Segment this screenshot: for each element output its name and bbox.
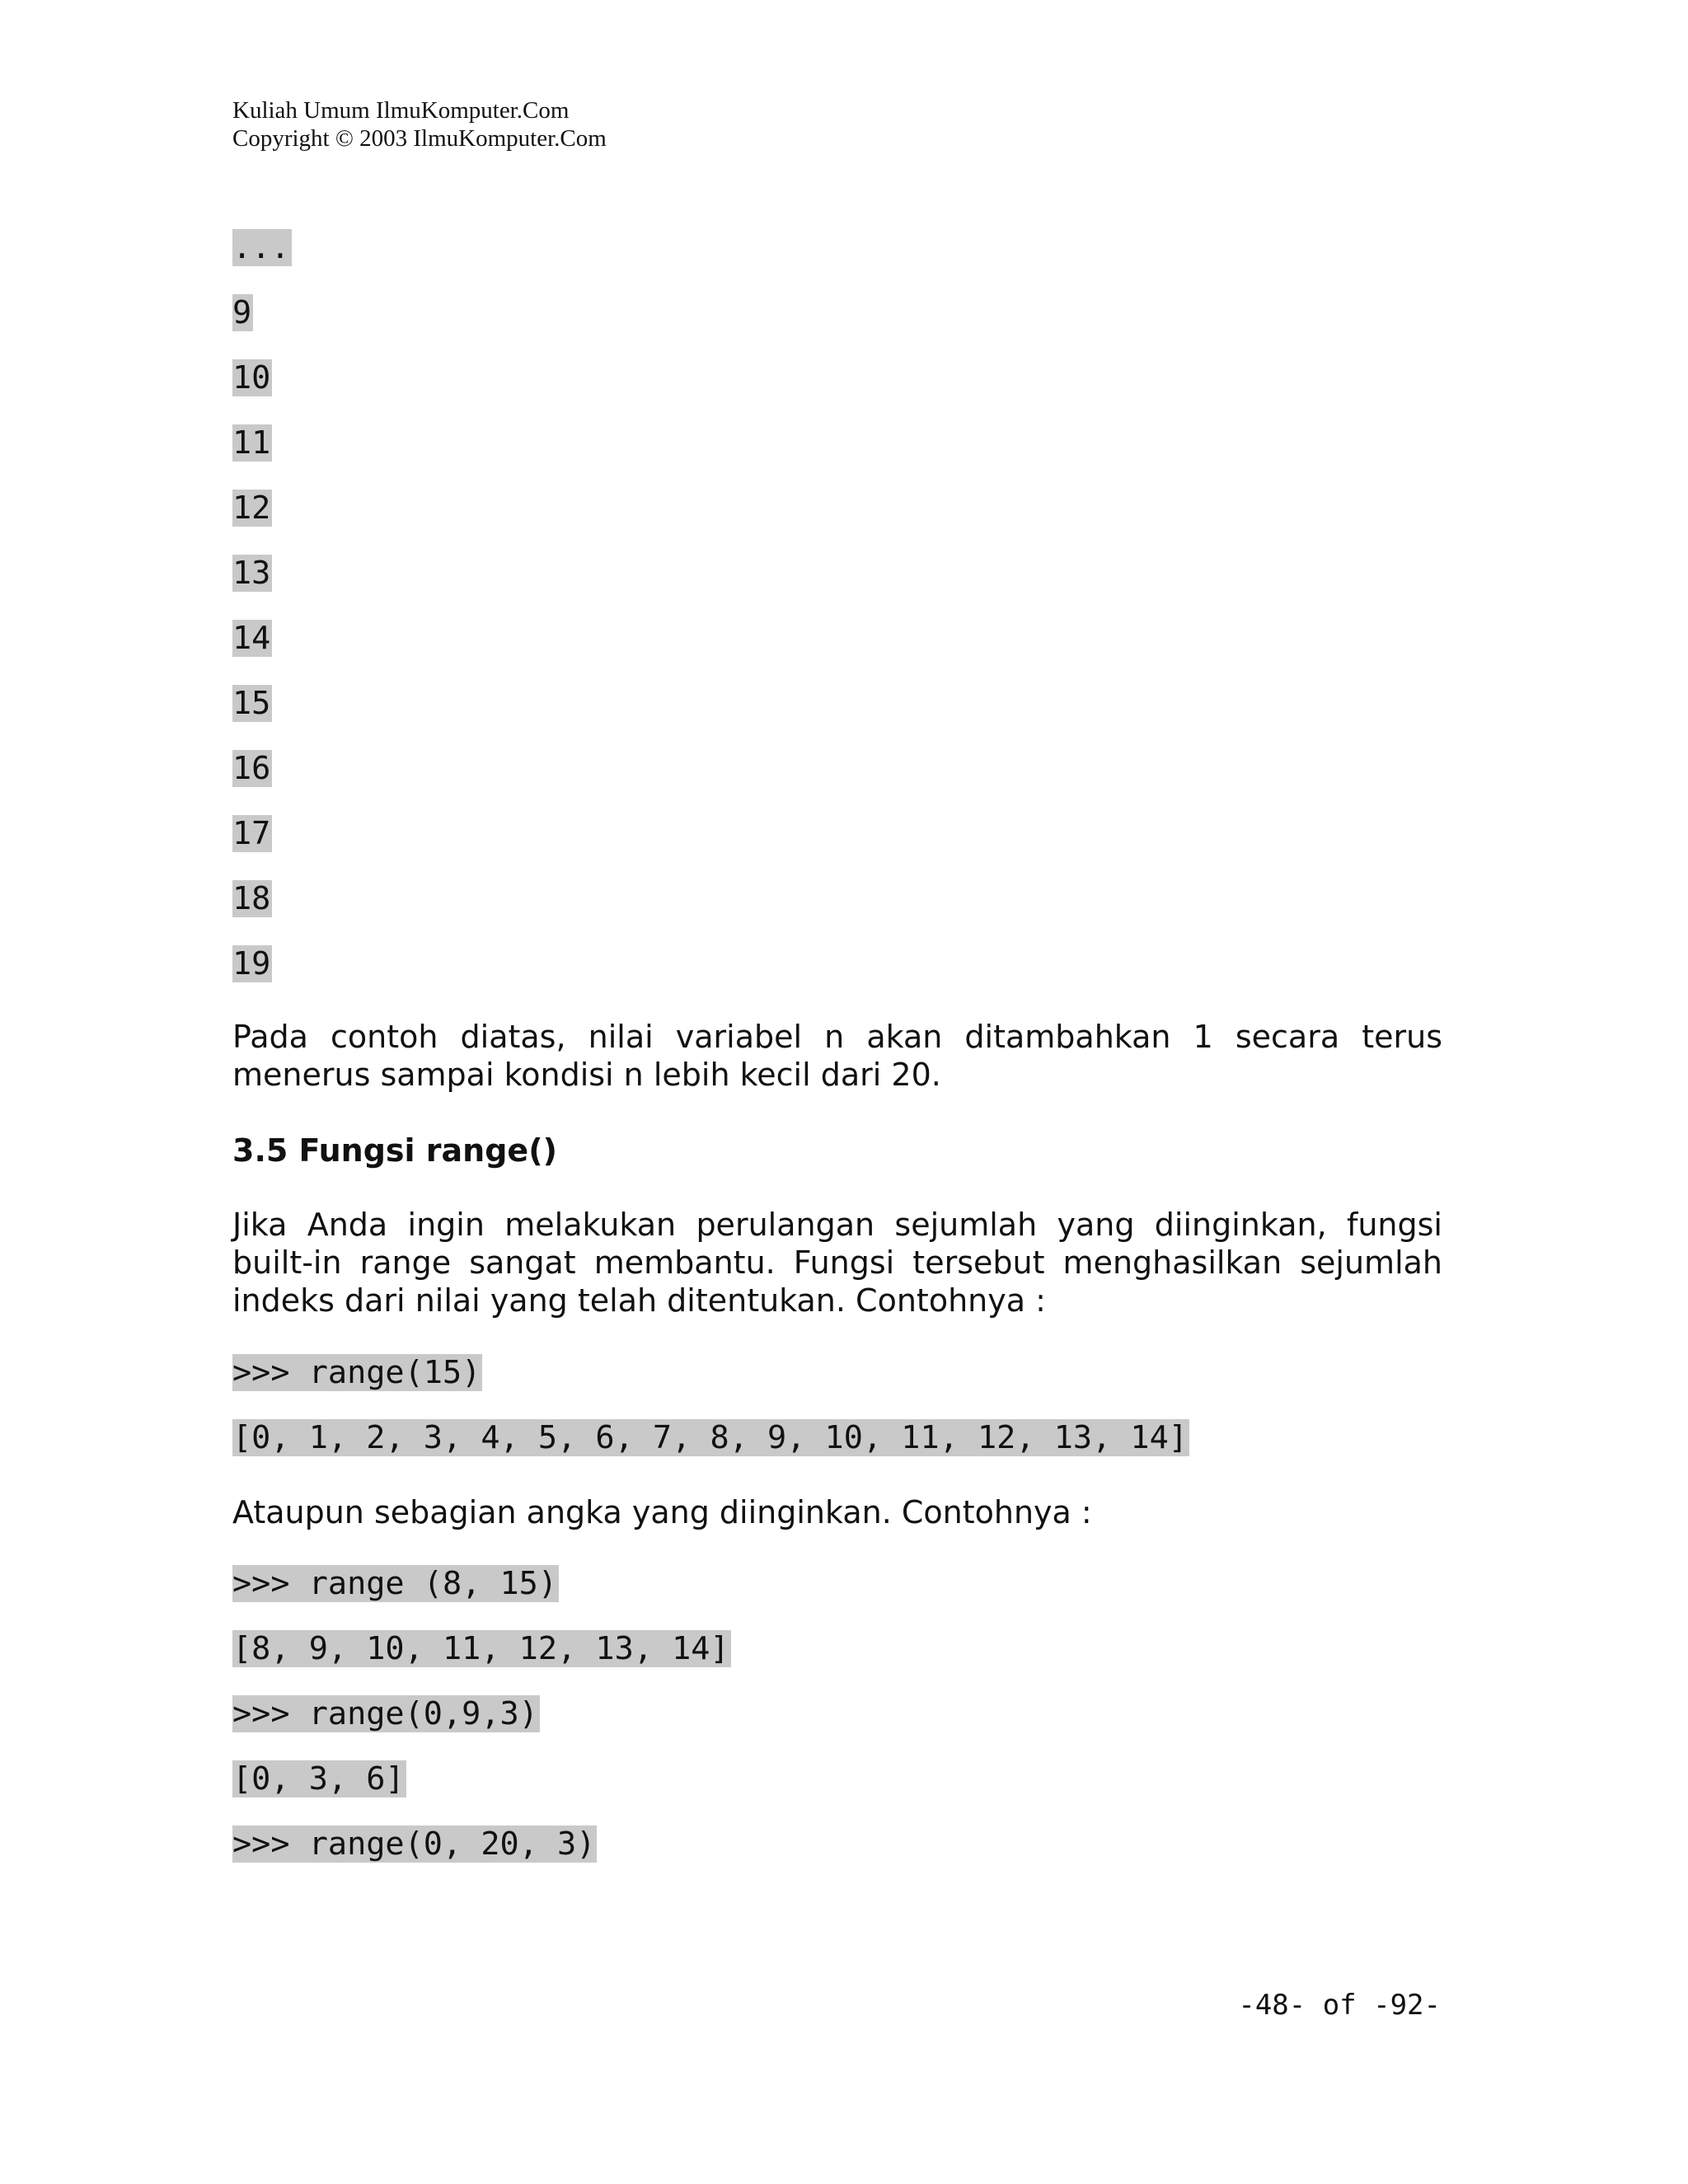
code-output-line: [232, 424, 272, 461]
page-number: -48- of -92-: [1238, 1989, 1441, 2022]
code-output-line: [232, 815, 272, 851]
code-output-text: [8, 9, 10, 11, 12, 13, 14]: [232, 1630, 729, 1667]
code-output-line: [232, 880, 272, 916]
code-output-line: [232, 620, 272, 656]
code-output-text: [0, 3, 6]: [232, 1760, 405, 1797]
code-example-output: [232, 1760, 406, 1797]
header-site-title: Kuliah Umum IlmuKomputer.Com: [232, 97, 570, 124]
code-output-text: 10: [232, 359, 271, 396]
code-output-line: [232, 945, 272, 982]
code-example-input: [232, 1695, 540, 1732]
code-output-text: 12: [232, 490, 271, 527]
code-output-text: [0, 1, 2, 3, 4, 5, 6, 7, 8, 9, 10, 11, 12, 13, 14]: [232, 1419, 1188, 1456]
code-input-text: >>> range(0,9,3): [232, 1695, 538, 1732]
code-output-text: 18: [232, 880, 271, 917]
code-input-text: >>> range(0, 20, 3): [232, 1825, 596, 1863]
code-output-line: [232, 750, 272, 786]
code-example-input: [232, 1565, 559, 1601]
code-output-text: 19: [232, 945, 271, 982]
code-output-line: [232, 490, 272, 526]
code-output-line: [232, 294, 253, 330]
code-example-output: [232, 1419, 1189, 1455]
code-output-text: 14: [232, 620, 271, 657]
code-output-text: 15: [232, 685, 271, 722]
code-input-text: >>> range (8, 15): [232, 1565, 558, 1602]
paragraph-range-intro: Jika Anda ingin melakukan perulangan sejumlah yang diinginkan, fungsi built-in range sangat membantu. Fungsi tersebut menghasilkan sejumlah indeks dari nilai yang telah ditentukan. Contohnya :: [232, 1207, 1442, 1319]
code-output-text: 16: [232, 750, 271, 787]
header-copyright: Copyright © 2003 IlmuKomputer.Com: [232, 125, 607, 152]
page-header: [232, 96, 607, 152]
code-output-text: ...: [232, 229, 290, 266]
section-heading: 3.5 Fungsi range(): [232, 1132, 557, 1169]
code-input-text: >>> range(15): [232, 1354, 481, 1391]
code-output-line: [232, 359, 272, 396]
code-example-input: [232, 1354, 482, 1390]
code-output-text: 9: [232, 294, 252, 331]
code-output-line: [232, 555, 272, 591]
code-output-text: 11: [232, 424, 271, 462]
code-output-line: [232, 229, 292, 265]
code-example-output: [232, 1630, 731, 1666]
code-example-input: [232, 1825, 597, 1862]
paragraph-loop-explanation: Pada contoh diatas, nilai variabel n akan ditambahkan 1 secara terus menerus sampai kondisi n lebih kecil dari 20.: [232, 1019, 1442, 1093]
code-output-text: 13: [232, 555, 271, 592]
code-output-text: 17: [232, 815, 271, 852]
paragraph-partial-range: Ataupun sebagian angka yang diinginkan. Contohnya :: [232, 1494, 1092, 1530]
code-output-line: [232, 685, 272, 721]
